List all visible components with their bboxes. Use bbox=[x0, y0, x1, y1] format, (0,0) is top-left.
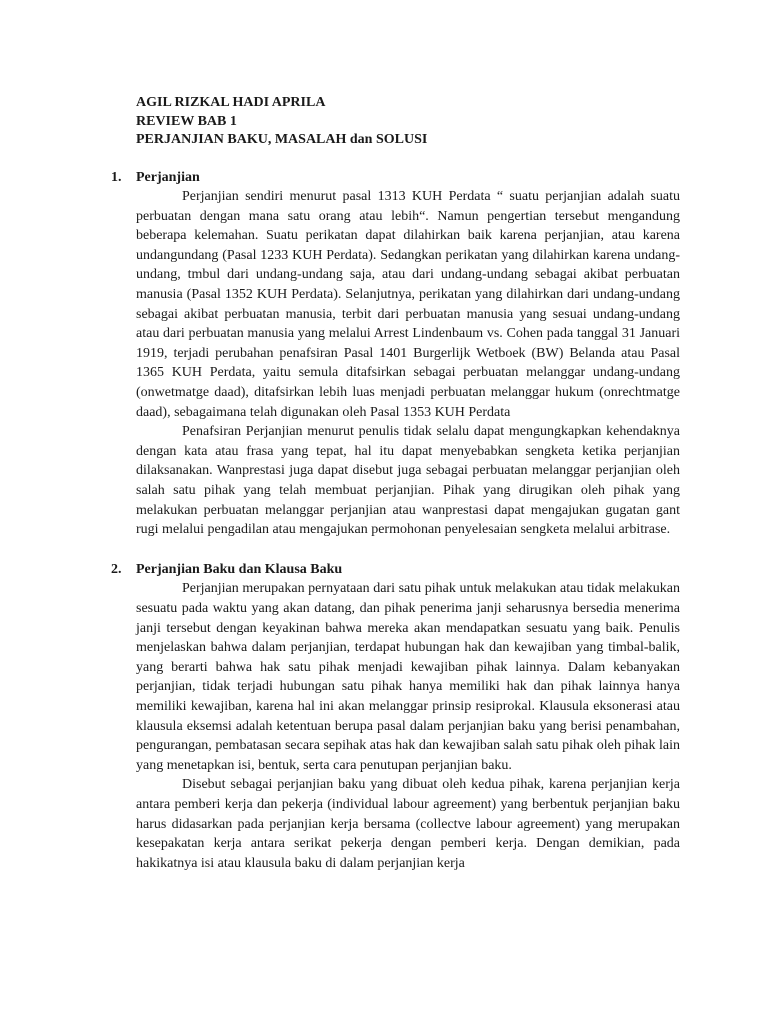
body-paragraph: Penafsiran Perjanjian menurut penulis tidak selalu dapat mengungkapkan kehendaknya dengan kata atau frasa yang tepat, hal itu dapat menyebabkan sengketa ketika perjanjian dilaksanakan. Wanprestasi juga dapat disebut juga sebagai perbuatan melanggar perjanjian oleh salah satu pihak yang telah membuat perjanjian. Pihak yang dirugikan oleh pihak yang melakukan perbuatan melanggar perjanjian atau wanprestasi dapat mengajukan gugatan gant rugi melalui pengadilan atau mengajukan permohonan penyelesaian sengketa melalui arbitrase. bbox=[136, 424, 680, 538]
document-header bbox=[136, 94, 680, 150]
document-subtitle: REVIEW BAB 1 bbox=[136, 113, 237, 129]
section-perjanjian-baku bbox=[111, 560, 680, 874]
section-perjanjian bbox=[111, 168, 680, 540]
body-paragraph: Disebut sebagai perjanjian baku yang dibuat oleh kedua pihak, karena perjanjian kerja antara pemberi kerja dan pekerja (individual labour agreement) yang berbentuk perjanjian baku harus didasarkan pada perjanjian kerja bersama (collectve labour agreement) yang merupakan kesepakatan kerja antara serikat pekerja dengan pemberi kerja. Dengan demikian, pada hakikatnya isi atau klausula baku di dalam perjanjian kerja bbox=[136, 777, 680, 871]
author-name: AGIL RIZKAL HADI APRILA bbox=[136, 95, 326, 110]
section-heading-text: Perjanjian bbox=[136, 169, 200, 185]
document-title: PERJANJIAN BAKU, MASALAH dan SOLUSI bbox=[136, 132, 428, 147]
body-paragraph: Perjanjian sendiri menurut pasal 1313 KUH Perdata “ suatu perjanjian adalah suatu perbuatan dengan mana satu orang atau lebih“. Namun pengertian tersebut mengandung beberapa kelemahan. Suatu perikatan dapat dilahirkan baik karena perjanjian, atau karena undangundang (Pasal 1233 KUH Perdata). Sedangkan perikatan yang dilahirkan karena undang-undang, tmbul dari undang-undang saja, atau dari undang-undang sebagai akibat perbuatan manusia (Pasal 1352 KUH Perdata). Selanjutnya, perikatan yang dilahirkan dari undang-undang sebagai akibat perbuatan manusia, terbit dari perbuatan manusia yang sesuai undang-undang atau dari perbuatan manusia yang melalui Arrest Lindenbaum vs. Cohen pada tanggal 31 Januari 1919, terjadi perubahan penafsiran Pasal 1401 Burgerlijk Wetboek (BW) Belanda atau Pasal 1365 KUH Perdata, yaitu semula ditafsirkan sebagai perbuatan melanggar undang-undang (onwetmatge daad), ditafsirkan lebih luas menjadi perbuatan melanggar hukum (onrechtmatge daad), sebagaimana telah digunakan oleh Pasal 1353 KUH Perdata bbox=[136, 189, 680, 420]
section-heading bbox=[111, 168, 680, 188]
section-heading-text: Perjanjian Baku dan Klausa Baku bbox=[136, 561, 343, 577]
section-number: 1. bbox=[111, 169, 122, 185]
section-heading bbox=[111, 560, 680, 580]
section-number: 2. bbox=[111, 561, 122, 577]
body-paragraph: Perjanjian merupakan pernyataan dari satu pihak untuk melakukan atau tidak melakukan sesuatu pada waktu yang akan datang, dan pihak penerima janji seharusnya bersedia menerima janji tersebut dengan keyakinan bahwa mereka akan mendapatkan sesuatu yang baik. Penulis menjelaskan bahwa dalam perjanjian, terdapat hubungan hak dan kewajiban yang timbal-balik, yang berarti bahwa hak satu pihak menjadi kewajiban pihak lainnya. Dalam kebanyakan perjanjian, tidak terjadi hubungan satu pihak hanya memiliki hak dan pihak lainnya hanya memiliki kewajiban, karena hal ini akan melanggar prinsip resiprokal. Klausula eksonerasi atau klausula eksemsi adalah ketentuan berupa pasal dalam perjanjian baku yang berisi penambahan, pengurangan, pembatasan secara sepihak atas hak dan kewajiban salah satu pihak oleh pihak lain yang menetapkan isi, bentuk, serta cara penutupan perjanjian baku. bbox=[136, 581, 680, 773]
